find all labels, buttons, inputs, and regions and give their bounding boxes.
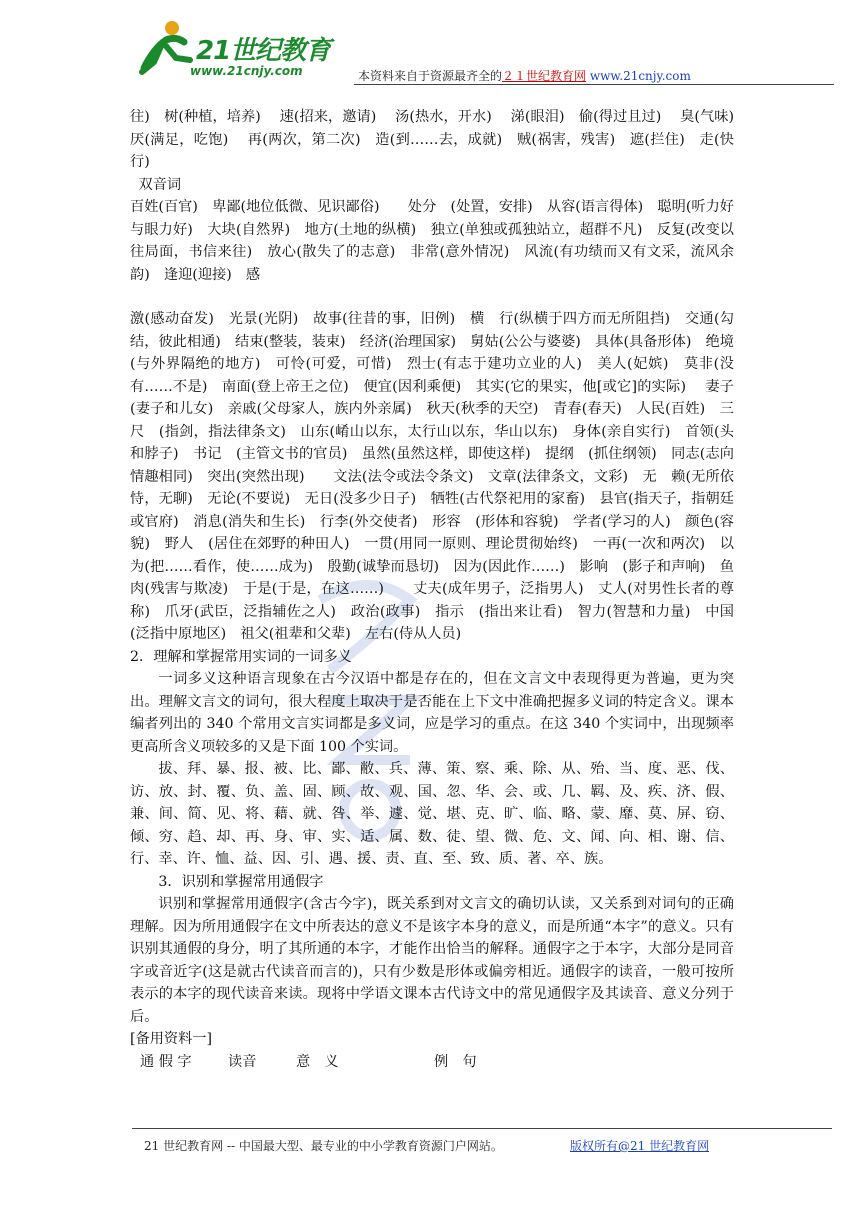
table-header-col1: 通 假 字 (140, 1053, 192, 1070)
table-header-col2: 读音 (228, 1053, 257, 1070)
header-site-link[interactable]: ２１世纪教育网 (502, 69, 587, 83)
table-header-col3: 意 义 (296, 1053, 339, 1070)
paragraph-100-words: 拔、拜、暴、报、被、比、鄙、敝、兵、薄、策、察、乘、除、从、殆、当、度、恶、伐、访、放、封、覆、负、盖、固、顾、故、观、国、忽、华、会、或、几、羁、及、疾、济、假、兼、间、简、见、将、藉、就、咎、举、遽、觉、堪、克、旷、临、略、蒙、靡、莫、屏、窃、倾、穷、趋、却、再、身、审、实、适、属、数、徒、望、微、危、文、闻、向、相、谢、信、行、幸、许、恤、益、因、引、遇、援、责、直、至、致、质、著、卒、族。 (130, 761, 734, 867)
section-heading-disyllabic: 双音词 (138, 176, 182, 193)
footer-divider (132, 1128, 832, 1129)
runner-logo-icon (132, 18, 196, 80)
paragraph-polysemy: 一词多义这种语言现象在古今汉语中都是存在的，但在文言文中表现得更为普遍，更为突出。理解文言文的词句，很大程度上取决于是否能在上下文中准确把握多义词的特定含义。课本编者列出的 340 个常用文言实词都是多义词，应是学习的重点。在这 340 个实词中，出现频率更高所含义项较多的又是下面 100 个实词。 (130, 671, 734, 755)
table-header-col4: 例 句 (434, 1053, 477, 1070)
spacer (130, 286, 734, 308)
document-body (130, 106, 749, 1075)
paragraph-disyllabic-words-1: 百姓(百官) 卑鄙(地位低微、见识鄙俗) 处分 (处置，安排) 从容(语言得体) 聪明(听力好与眼力好) 大块(自然界) 地方(土地的纵横) 独立(单独或孤独站立，超群不凡) 反复(改变以往局面，书信来往) 放心(散失了的志意) 非常(意外情况) 风流(有功绩而又有文采，流风余韵) 逢迎(迎接) 感 (130, 199, 734, 283)
footer-copyright-link[interactable]: 版权所有@21 世纪教育网 (570, 1139, 710, 1153)
header-note-prefix: 本资料来自于资源最齐全的 (358, 69, 503, 83)
header-note (358, 67, 691, 84)
table-header-row (130, 1051, 734, 1075)
logo-url: www.21cnjy.com (190, 64, 303, 78)
page-header (132, 18, 832, 88)
logo-text: 21世纪教育 (196, 36, 331, 66)
paragraph-tongjiazi: 识别和掌握常用通假字(含古今字)，既关系到对文言文的确切认读，又关系到对词句的正确理解。因为所用通假字在文中所表达的意义不是该字本身的意义，而是所通“本字”的意义。只有识别其通假的身分，明了其所通的本字，才能作出恰当的解释。通假字之于本字，大部分是同音字或音近字(这是就古代读音而言的)，只有少数是形体或偏旁相近。通假字的读音，一般可按所表示的本字的现代读音来读。现将中学语文课本古代诗文中的常见通假字及其读音、意义分列于后。 (130, 896, 734, 1025)
footer-text: 21 世纪教育网 -- 中国最大型、最专业的中小学教育资源门户网站。 (144, 1139, 503, 1153)
section-heading-tongjiazi: 3．识别和掌握常用通假字 (158, 873, 324, 890)
reference-material-label: [备用资料一] (130, 1031, 213, 1047)
header-divider (354, 84, 834, 85)
header-url-link[interactable]: www.21cnjy.com (589, 69, 691, 83)
paragraph-word-list-end: 往) 树(种植，培养) 速(招来，邀请) 汤(热水，开水) 涕(眼泪) 偷(得过且过) 臭(气味) 厌(满足，吃饱) 再(两次，第二次) 造(到……去，成就) 贼(祸害，残害) 遮(拦住) 走(快行) (130, 109, 749, 170)
paragraph-disyllabic-words-2: 激(感动奋发) 光景(光阴) 故事(往昔的事，旧例) 横 行(纵横于四方而无所阻挡) 交通(勾结，彼此相通) 结束(整装，装束) 经济(治理国家) 舅姑(公公与婆婆) 具体(具备形体) 绝境(与外界隔绝的地方) 可怜(可爱，可惜) 烈士(有志于建功立业的人) 美人(妃嫔) 莫非(没有……不是) 南面(登上帝王之位) 便宜(因利乘便) 其实(它的果实，他[或它]的实际) 妻子(妻子和儿女) 亲戚(父母家人，族内外亲属) 秋天(秋季的天空) 青春(春天) 人民(百姓) 三尺 (指剑，指法律条文) 山东(崤山以东，太行山以东，华山以东) 身体(亲自实行) 首领(头和脖子) 书记 (主管文书的官员) 虽然(虽然这样，即使这样) 提纲 (抓住纲领) 同志(志向情趣相同) 突出(突然出现) 文法(法令或法令条文) 文章(法律条文，文彩) 无 赖(无所依恃，无聊) 无论(不要说) 无日(没多少日子) 牺牲(古代祭祀用的家畜) 县官(指天子，指朝廷或官府) 消息(消失和生长) 行李(外交使者) 形容 (形体和容貌) 学者(学习的人) 颜色(容貌) 野人 (居住在郊野的种田人) 一贯(用同一原则、理论贯彻始终) 一再(一次和两次) 以为(把……看作，使……成为) 殷勤(诚挚而恳切) 因为(因此作……) 影响 (影子和声响) 鱼肉(残害与欺凌) 于是(于是，在这……) 丈夫(成年男子，泛指男人) 丈人(对男性长者的尊 称) 爪牙(武臣，泛指辅佐之人) 政治(政事) 指示 (指出来让看) 智力(智慧和力量) 中国(泛指中原地区) 祖父(祖辈和父辈) 左右(侍从人员) (130, 311, 749, 642)
section-heading-polysemy: 2．理解和掌握常用实词的一词多义 (130, 648, 352, 665)
site-logo[interactable] (132, 18, 352, 80)
